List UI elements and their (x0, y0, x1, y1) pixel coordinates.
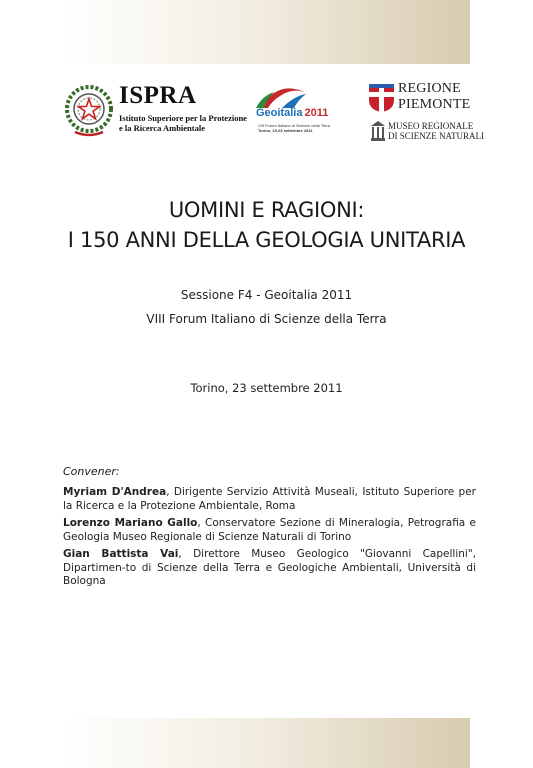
regione-line-2: PIEMONTE (398, 97, 471, 112)
session-line: Sessione F4 - Geoitalia 2011 (180, 288, 353, 302)
museo-regionale-logo (368, 120, 484, 146)
main-title-line-1: UOMINI E RAGIONI: (168, 198, 365, 222)
geoitalia-dates: Torino, 19-23 settembre 2011 (258, 128, 313, 133)
ispra-name: ISPRA (119, 82, 197, 109)
regione-line-1: REGIONE (398, 81, 461, 96)
museo-line-1: MUSEO REGIONALE (388, 121, 474, 131)
date-line: Torino, 23 settembre 2011 (190, 381, 343, 395)
geoitalia-logo (254, 82, 330, 140)
main-title-line-2: I 150 ANNI DELLA GEOLOGIA UNITARIA (67, 228, 466, 252)
geoitalia-name (256, 107, 328, 119)
top-decorative-band (63, 0, 470, 64)
convener-description: , Direttore Museo Geologico "Giovanni Capellini", Dipartimen-to di Scienze della Terra e Geologiche Ambientali, Università di Bologna (63, 548, 476, 587)
convener-entry (63, 517, 476, 544)
geoitalia-arc-icon (254, 82, 330, 108)
piemonte-shield-icon (368, 83, 395, 113)
convener-name: Gian Battista Vai (63, 548, 179, 560)
ispra-logo (63, 80, 253, 140)
convener-name: Lorenzo Mariano Gallo (63, 517, 198, 529)
geoitalia-subtitle: VIII Forum Italiano di Scienze della Terra (258, 123, 330, 128)
forum-line: VIII Forum Italiano di Scienze della Terra (146, 312, 387, 326)
italian-republic-emblem-icon (63, 82, 115, 138)
convener-description: , Dirigente Servizio Attività Museali, Istituto Superiore per la Ricerca e la Protezione Ambientale, Roma (63, 486, 476, 512)
convener-description: , Conservatore Sezione di Mineralogia, Petrografia e Geologia Museo Regionale di Scienze Naturali di Torino (63, 517, 476, 543)
convener-name: Myriam D'Andrea (63, 486, 167, 498)
convener-entry (63, 486, 476, 513)
museum-building-icon (370, 120, 386, 142)
convener-label: Convener: (63, 465, 120, 478)
convener-entry (63, 548, 476, 589)
geoitalia-word: Geoitalia (256, 107, 303, 119)
bottom-decorative-band (63, 718, 470, 768)
ispra-subtitle-line-1: Istituto Superiore per la Protezione (119, 113, 247, 123)
museo-line-2: DI SCIENZE NATURALI (388, 131, 484, 141)
ispra-subtitle-line-2: e la Ricerca Ambientale (119, 123, 206, 133)
regione-piemonte-logo (368, 80, 478, 116)
geoitalia-year: 2011 (304, 107, 329, 119)
